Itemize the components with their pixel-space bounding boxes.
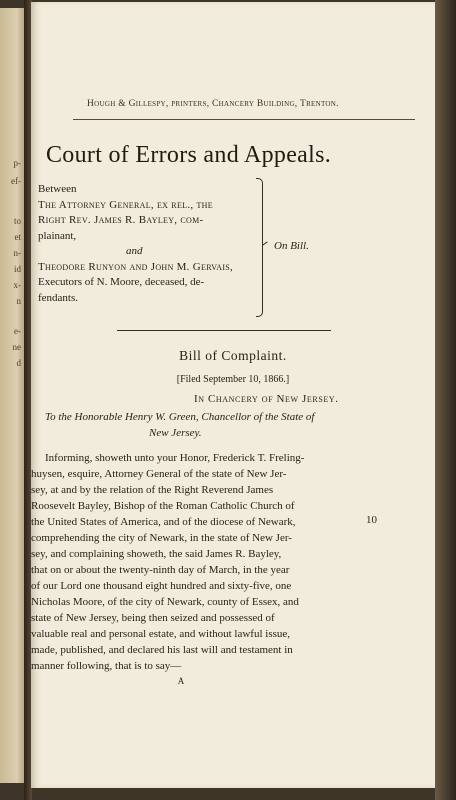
printer-line: Hough & Gillespy, printers, Chancery Building, Trenton. [87,99,339,109]
header-rule [73,119,415,120]
body-line: valuable real and personal estate, and without lawful issue, [31,628,291,640]
body-line: Roosevelt Bayley, Bishop of the Roman Catholic Church of [31,500,295,512]
facing-page-fragment: ne [12,342,21,352]
brace-lower [256,248,263,317]
and-word: and [126,245,143,257]
body-line: comprehending the city of Newark, in the state of New Jer- [31,532,292,544]
body-line: Nicholas Moore, of the city of Newark, county of Essex, and [31,596,299,608]
line-number-marker: 10 [366,514,377,526]
facing-page-edge [0,8,24,783]
facing-page-fragment: n [16,296,21,306]
bill-title: Bill of Complaint. [179,348,287,363]
defendant-line: Theodore Runyon and John M. Gervais, [38,260,234,273]
body-line: sey, at and by the relation of the Right Reverend James [31,484,274,496]
court-title: Court of Errors and Appeals. [46,142,332,168]
page-right-edge [435,0,456,800]
section-rule [117,330,331,331]
filed-date: [Filed September 10, 1866.] [176,374,290,385]
facing-page-fragment: n- [13,248,21,258]
body-line: of our Lord one thousand eight hundred and sixty-five, one [31,580,292,592]
body-line: Informing, showeth unto your Honor, Frederick T. Freling- [45,452,305,464]
facing-page-fragment: et [14,232,21,242]
body-line: the United States of America, and of the diocese of Newark, [31,516,296,528]
body-line: made, published, and declared his last will and testament in [31,644,293,656]
between-label: Between [38,183,77,195]
facing-page-fragment: d [16,358,21,368]
body-line: state of New Jersey, being then seized and possessed of [31,612,275,624]
case-parties [38,182,278,306]
facing-page-fragment: x- [13,280,21,290]
address-line: To the Honorable Henry W. Green, Chancellor of the State of [45,411,315,423]
bill-body [31,450,361,674]
address-line: New Jersey. [149,427,202,439]
defendant-line: Executors of N. Moore, deceased, de- [38,276,205,288]
signature-mark: A [177,676,185,686]
body-line: huysen, esquire, Attorney General of the state of New Jer- [31,468,287,480]
facing-page-fragment: to [13,216,21,226]
defendant-line: fendants. [38,291,79,304]
on-bill-label: On Bill. [274,240,309,252]
complainant-line: The Attorney General, ex rel., the [38,198,213,211]
brace-upper [256,178,263,248]
address-block [45,409,367,441]
body-line: that on or about the twenty-ninth day of March, in the year [31,564,290,576]
body-line: manner following, that is to say— [31,660,182,672]
complainant-line: plainant, [38,229,77,242]
document-page [31,2,435,788]
facing-page-fragment: id [13,264,21,274]
chancery-heading: In Chancery of New Jersey. [194,393,339,405]
facing-page-fragment: p- [13,158,21,168]
facing-page-fragment: ef- [11,176,21,186]
facing-page-fragment: e- [14,326,21,336]
body-line: sey, and complaining showeth, the said James R. Bayley, [31,548,282,560]
complainant-line: Right Rev. James R. Bayley, com- [38,214,204,226]
